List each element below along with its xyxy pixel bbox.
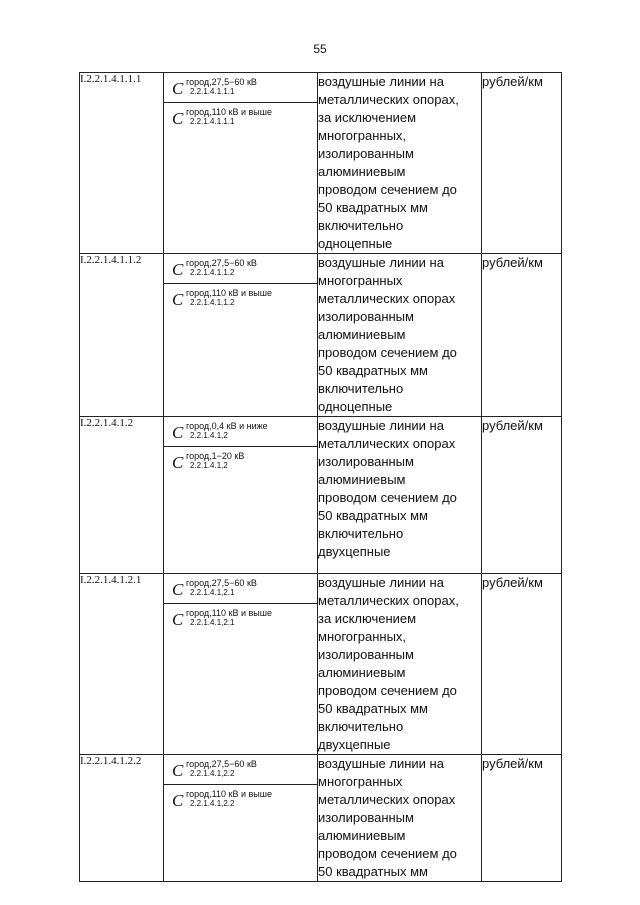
symbol-cell (164, 73, 318, 254)
description-line: 50 квадратных мм (318, 200, 428, 215)
description-line: проводом сечением до (318, 490, 457, 505)
symbol-letter: C (172, 260, 184, 279)
description-line: 50 квадратных мм (318, 363, 428, 378)
description-line: изолированным (318, 146, 414, 161)
table-row (80, 254, 562, 417)
symbol-letter: C (172, 610, 184, 629)
row-unit: рублей/км (482, 254, 562, 417)
description-line: проводом сечением до (318, 182, 457, 197)
table-row (80, 574, 562, 755)
symbol-letter: C (172, 453, 184, 472)
row-unit: рублей/км (482, 755, 562, 882)
description-line: 50 квадратных мм (318, 701, 428, 716)
symbol-cell (164, 755, 318, 882)
tariff-symbol (164, 755, 317, 784)
symbol-subscript: 2.2.1.4.1,2.1 (190, 618, 235, 627)
description-line: алюминиевым (318, 327, 406, 342)
symbol-subscript: 2.2.1.4.1.1.2 (190, 298, 235, 307)
description-line: проводом сечением до (318, 683, 457, 698)
table-row (80, 73, 562, 254)
symbol-cell (164, 574, 318, 755)
symbol-subscript: 2.2.1.4.1.1.2 (190, 268, 235, 277)
symbol-letter: C (172, 761, 184, 780)
description-line: воздушные линии на (318, 575, 444, 590)
row-description (318, 73, 482, 254)
symbol-subscript: 2.2.1.4.1.1.1 (190, 117, 235, 126)
symbol-superscript: город,1−20 кВ (186, 451, 245, 461)
description-line: включительно (318, 218, 404, 233)
description-line: двухцепные (318, 544, 391, 559)
row-description (318, 417, 482, 574)
tariff-symbol (164, 574, 317, 603)
symbol-letter: C (172, 109, 184, 128)
symbol-superscript: город,110 кВ и выше (186, 608, 272, 618)
symbol-letter: C (172, 580, 184, 599)
symbol-letter: C (172, 79, 184, 98)
tariff-symbol (164, 417, 317, 446)
symbol-subscript: 2.2.1.4.1,2.2 (190, 769, 235, 778)
tariff-table (79, 72, 562, 882)
table-row (80, 417, 562, 574)
description-line: изолированным (318, 454, 414, 469)
row-description (318, 574, 482, 755)
description-line: многогранных, (318, 629, 407, 644)
symbol-superscript: город,110 кВ и выше (186, 107, 272, 117)
tariff-symbol (164, 446, 317, 476)
tariff-symbol (164, 73, 317, 102)
row-description (318, 254, 482, 417)
description-line: металлических опорах (318, 792, 456, 807)
row-description (318, 755, 482, 882)
symbol-superscript: город,0,4 кВ и ниже (186, 421, 268, 431)
symbol-letter: C (172, 290, 184, 309)
row-code: I.2.2.1.4.1.1.2 (80, 254, 164, 417)
row-unit: рублей/км (482, 417, 562, 574)
description-line: изолированным (318, 309, 414, 324)
symbol-subscript: 2.2.1.4.1.1.1 (190, 87, 235, 96)
symbol-letter: C (172, 791, 184, 810)
row-code: I.2.2.1.4.1.1.1 (80, 73, 164, 254)
description-line: 50 квадратных мм (318, 508, 428, 523)
description-line: алюминиевым (318, 665, 406, 680)
symbol-superscript: город,27,5−60 кВ (186, 578, 257, 588)
description-line: включительно (318, 719, 404, 734)
description-line: изолированным (318, 647, 414, 662)
symbol-subscript: 2.2.1.4.1,2 (190, 461, 228, 470)
description-line: включительно (318, 381, 404, 396)
row-code: I.2.2.1.4.1.2 (80, 417, 164, 574)
tariff-symbol (164, 283, 317, 313)
symbol-superscript: город,27,5−60 кВ (186, 77, 257, 87)
description-line: воздушные линии на (318, 418, 444, 433)
description-line: многогранных (318, 273, 403, 288)
symbol-letter: C (172, 423, 184, 442)
tariff-symbol (164, 102, 317, 132)
description-line: проводом сечением до (318, 846, 457, 861)
description-line: металлических опорах (318, 436, 456, 451)
description-line: многогранных (318, 774, 403, 789)
description-line: за исключением (318, 611, 417, 626)
description-line: алюминиевым (318, 472, 406, 487)
row-code: I.2.2.1.4.1.2.2 (80, 755, 164, 882)
tariff-symbol (164, 784, 317, 814)
page-number: 55 (313, 42, 327, 56)
symbol-superscript: город,110 кВ и выше (186, 288, 272, 298)
description-line: алюминиевым (318, 828, 406, 843)
row-unit: рублей/км (482, 73, 562, 254)
symbol-cell (164, 254, 318, 417)
table-row (80, 755, 562, 882)
description-line: металлических опорах, (318, 92, 459, 107)
description-line: одноцепные (318, 236, 393, 251)
tariff-symbol (164, 254, 317, 283)
symbol-cell (164, 417, 318, 574)
description-line: за исключением (318, 110, 417, 125)
symbol-superscript: город,110 кВ и выше (186, 789, 272, 799)
description-line: одноцепные (318, 399, 393, 414)
description-line: алюминиевым (318, 164, 406, 179)
description-line: 50 квадратных мм (318, 864, 428, 879)
description-line: воздушные линии на (318, 74, 444, 89)
description-line: металлических опорах (318, 291, 456, 306)
description-line: воздушные линии на (318, 255, 444, 270)
tariff-symbol (164, 603, 317, 633)
description-line: включительно (318, 526, 404, 541)
symbol-subscript: 2.2.1.4.1,2 (190, 431, 228, 440)
description-line: многогранных, (318, 128, 407, 143)
symbol-subscript: 2.2.1.4.1,2.2 (190, 799, 235, 808)
symbol-superscript: город,27,5−60 кВ (186, 258, 257, 268)
description-line: металлических опорах, (318, 593, 459, 608)
description-line: изолированным (318, 810, 414, 825)
row-unit: рублей/км (482, 574, 562, 755)
symbol-subscript: 2.2.1.4.1,2.1 (190, 588, 235, 597)
description-line: воздушные линии на (318, 756, 444, 771)
description-line: двухцепные (318, 737, 391, 752)
symbol-superscript: город,27,5−60 кВ (186, 759, 257, 769)
description-line: проводом сечением до (318, 345, 457, 360)
row-code: I.2.2.1.4.1.2.1 (80, 574, 164, 755)
